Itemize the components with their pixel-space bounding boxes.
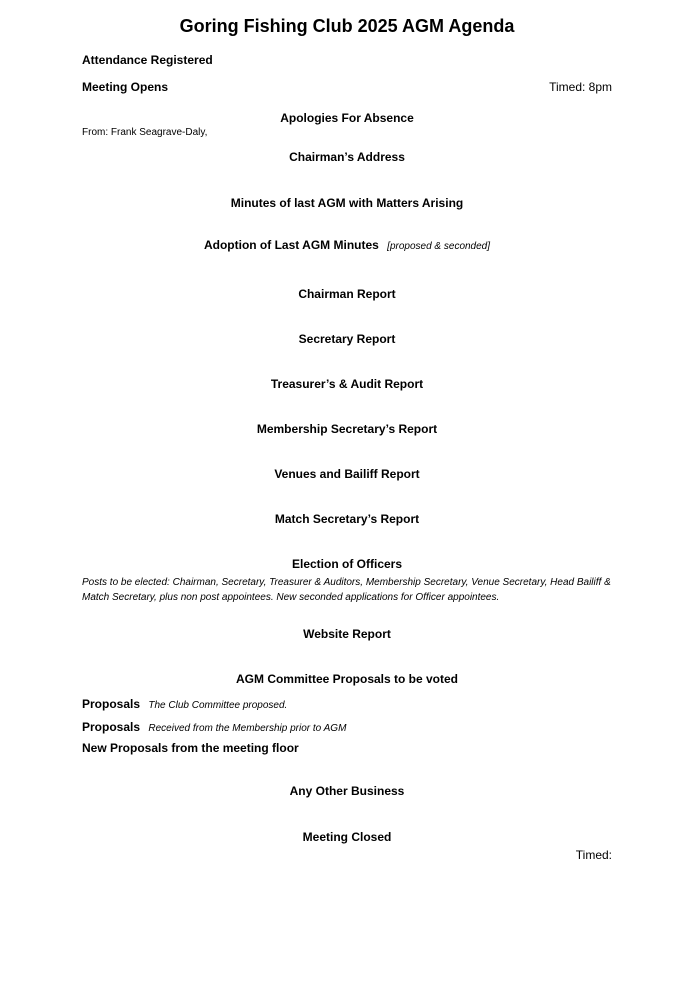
- proposals-committee-note: The Club Committee proposed.: [148, 700, 288, 711]
- agenda-item-website-report: Website Report: [303, 627, 391, 641]
- agenda-item-minutes: Minutes of last AGM with Matters Arising: [230, 196, 464, 210]
- apologies-from-note: From: Frank Seagrave-Daly,: [82, 127, 208, 138]
- agenda-item-adoption: Adoption of Last AGM Minutes: [203, 238, 379, 252]
- agenda-item-venues-report: Venues and Bailiff Report: [274, 467, 420, 481]
- agenda-row-proposals-committee: [82, 697, 612, 713]
- agenda-item-attendance: Attendance Registered: [82, 53, 213, 67]
- meeting-closed-time: Timed:: [575, 848, 612, 862]
- election-posts-note: Posts to be elected: Chairman, Secretary, Treasurer & Auditors, Membership Secretary, Venue Secretary, Head Bailiff & Match Secretary, plus non post appointees. New seconded applications for Officer appointees.: [82, 577, 611, 603]
- agenda-item-match-report: Match Secretary’s Report: [274, 512, 420, 526]
- agenda-row-proposals-membership: [82, 720, 612, 736]
- proposals-membership-label: Proposals: [82, 720, 141, 734]
- agenda-item-election: Election of Officers: [291, 557, 403, 571]
- agenda-item-chairman-address: Chairman’s Address: [289, 150, 405, 164]
- agenda-row-meeting-opens: [82, 80, 612, 94]
- agenda-item-meeting-opens: Meeting Opens: [82, 80, 169, 94]
- agenda-item-new-proposals: New Proposals from the meeting floor: [82, 741, 299, 755]
- proposals-membership-note: Received from the Membership prior to AGM: [148, 723, 347, 734]
- document-title: Goring Fishing Club 2025 AGM Agenda: [179, 16, 515, 36]
- agenda-row-adoption: [82, 238, 612, 254]
- agenda-item-treasurer-report: Treasurer’s & Audit Report: [270, 377, 424, 391]
- agenda-item-apologies: Apologies For Absence: [280, 111, 414, 125]
- agenda-item-membership-report: Membership Secretary’s Report: [256, 422, 438, 436]
- agenda-item-meeting-closed: Meeting Closed: [302, 830, 392, 844]
- agenda-item-any-other-business: Any Other Business: [289, 784, 405, 798]
- proposals-committee-label: Proposals: [82, 697, 141, 711]
- adoption-note: [proposed & seconded]: [387, 241, 491, 252]
- agenda-item-committee-proposals: AGM Committee Proposals to be voted: [235, 672, 459, 686]
- meeting-opens-time: Timed: 8pm: [549, 80, 612, 94]
- agenda-item-secretary-report: Secretary Report: [298, 332, 396, 346]
- agenda-item-chairman-report: Chairman Report: [298, 287, 396, 301]
